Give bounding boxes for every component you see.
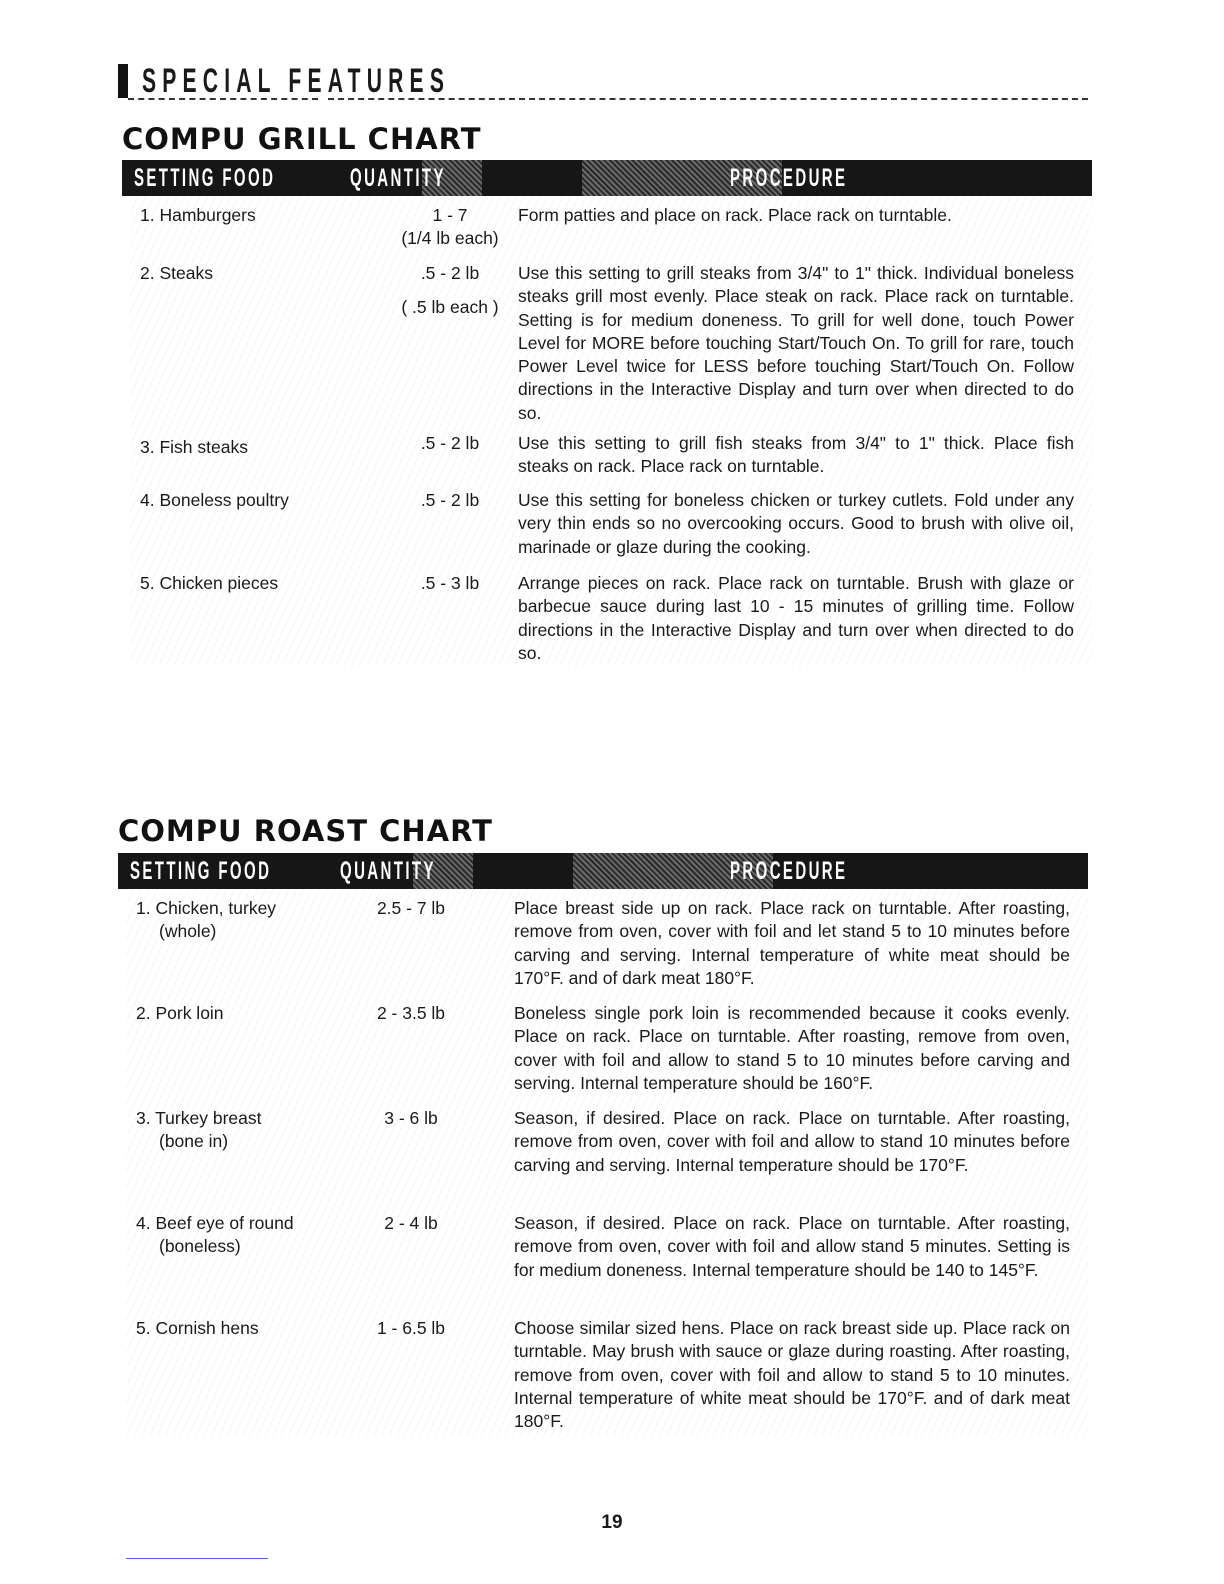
setting-note: (bone in) (159, 1131, 229, 1151)
quantity: 2 - 3.5 lb (376, 1003, 446, 1023)
procedure: Boneless single pork loin is recommended because it cooks evenly. Place on rack. Place on turntable. After roasting, remove from oven, cover with foil and allow to stand 5 to 10 minutes before carving and serving. Internal temperature should be 160°F. (514, 1003, 1070, 1093)
setting-note: (whole) (159, 921, 217, 941)
procedure: Arrange pieces on rack. Place rack on turntable. Brush with glaze or barbecue sauce during last 10 - 15 minutes of grilling time. Follow directions in the Interactive Display and turn over when directed to do so. (518, 573, 1074, 663)
quantity: 3 - 6 lb (384, 1108, 438, 1128)
procedure: Form patties and place on rack. Place rack on turntable. (518, 205, 952, 225)
setting-food: 5. Chicken pieces (140, 573, 279, 593)
header-procedure: PROCEDURE (730, 857, 848, 885)
setting-food: 4. Boneless poultry (140, 490, 289, 510)
section-bar (118, 64, 128, 98)
section-dashed-rule (328, 98, 1088, 100)
footer-rule (126, 1558, 268, 1559)
section-header (118, 62, 1088, 102)
procedure: Use this setting to grill steaks from 3/4" to 1" thick. Individual boneless steaks grill most evenly. Place steak on rack. Place rack on turntable. Setting is for medium doneness. To grill for well done, touch Power Level for MORE before touching Start/Touch On. To grill for rare, touch Power Level twice for LESS before touching Start/Touch On. Follow directions in the Interactive Display and turn over when directed to do so. (518, 263, 1074, 423)
grill-chart-title: COMPU GRILL CHART (122, 122, 482, 156)
quantity: .5 - 2 lb (420, 263, 480, 283)
quantity: .5 - 2 lb (420, 490, 480, 510)
setting-note: (boneless) (159, 1236, 241, 1256)
quantity: .5 - 2 lb (420, 433, 480, 453)
quantity: 1 - 6.5 lb (376, 1318, 446, 1338)
quantity-note: (1/4 lb each) (401, 228, 499, 248)
procedure: Season, if desired. Place on rack. Place on turntable. After roasting, remove from oven, cover with foil and allow to stand 10 minutes before carving and serving. Internal temperature should be 170°F. (514, 1108, 1070, 1175)
section-title: SPECIAL FEATURES (142, 62, 451, 100)
quantity: 1 - 7 (432, 205, 468, 225)
header-quantity: QUANTITY (340, 857, 436, 885)
quantity: 2 - 4 lb (384, 1213, 438, 1233)
procedure: Use this setting for boneless chicken or turkey cutlets. Fold under any very thin ends so no overcooking occurs. Good to brush with olive oil, marinade or glaze during the cooking. (518, 490, 1074, 557)
setting-food: 3. Turkey breast (136, 1108, 262, 1128)
quantity: 2.5 - 7 lb (376, 898, 446, 918)
roast-chart-body (126, 889, 1088, 1437)
grill-chart-body (130, 196, 1092, 666)
procedure: Use this setting to grill fish steaks from 3/4" to 1" thick. Place fish steaks on rack. Place rack on turntable. (518, 433, 1074, 477)
setting-food: 4. Beef eye of round (136, 1213, 294, 1233)
header-setting-food: SETTING FOOD (130, 857, 272, 885)
setting-food: 1. Hamburgers (140, 205, 256, 225)
roast-chart-title: COMPU ROAST CHART (118, 814, 493, 848)
procedure: Place breast side up on rack. Place rack on turntable. After roasting, remove from oven, cover with foil and let stand 5 to 10 minutes before carving and serving. Internal temperature of white meat should be 170°F. and of dark meat 180°F. (514, 898, 1070, 988)
procedure: Season, if desired. Place on rack. Place on turntable. After roasting, remove from oven, cover with foil and allow stand 5 minutes. Setting is for medium doneness. Internal temperature should be 140 to 145°F. (514, 1213, 1070, 1280)
procedure: Choose similar sized hens. Place on rack breast side up. Place rack on turntable. May brush with sauce or glaze during roasting. After roasting, remove from oven, cover with foil and allow to stand 5 to 10 minutes. Internal temperature of white meat should be 170°F. and of dark meat 180°F. (514, 1318, 1070, 1432)
roast-chart-header (118, 853, 1088, 889)
setting-food: 3. Fish steaks (140, 437, 248, 457)
grill-chart-header (122, 160, 1092, 196)
setting-food: 5. Cornish hens (136, 1318, 259, 1338)
setting-food: 2. Steaks (140, 263, 213, 283)
setting-food: 2. Pork loin (136, 1003, 224, 1023)
quantity-note: ( .5 lb each ) (401, 297, 499, 317)
quantity: .5 - 3 lb (420, 573, 480, 593)
setting-food: 1. Chicken, turkey (136, 898, 277, 918)
header-setting-food: SETTING FOOD (134, 164, 276, 192)
header-quantity: QUANTITY (350, 164, 446, 192)
section-title-underline (128, 98, 318, 100)
page-number: 19 (601, 1512, 623, 1533)
header-procedure: PROCEDURE (730, 164, 848, 192)
